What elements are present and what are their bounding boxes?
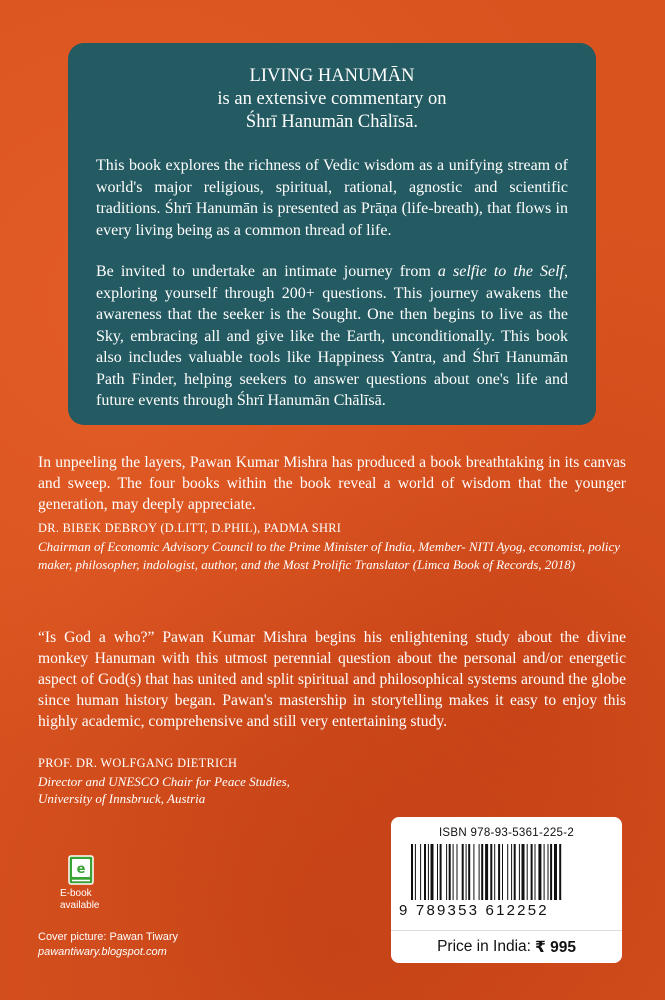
svg-text:e: e (76, 862, 86, 877)
isbn-text: ISBN 978-93-5361-225-2 (438, 827, 575, 839)
para2-italic-text: a selfie to the Self (437, 263, 565, 280)
book-title: LIVING HANUMĀN (249, 66, 415, 86)
review-2-quote: “Is God a who?” Pawan Kumar Mishra begins his enlightening study about the divine monkey Hanuman with this utmost perennial question about the personal and/or energetic aspect of God(s) that has united and split spiritual and philosophical systems around the globe since human history began. Pawan's mastership in storytelling makes it easy to enjoy this highly academic, comprehensive and still very entertaining study. (38, 629, 626, 730)
price-amount: ₹ 995 (534, 938, 576, 956)
barcode-digits: 9 789353 612252 (399, 902, 549, 919)
price-label: Price in India: (437, 938, 531, 955)
description-paragraph-2 (96, 261, 568, 412)
review-2-role-line2: University of Innsbruck, Austria (38, 791, 206, 806)
price-box (391, 930, 622, 963)
para2-text-a: Be invited to undertake an intimate journey from (96, 263, 438, 280)
review-2-author: PROF. DR. WOLFGANG DIETRICH (38, 756, 238, 770)
ebook-label (60, 888, 120, 912)
panel-heading (96, 65, 568, 134)
review-2-role-line1: Director and UNESCO Chair for Peace Studies, (38, 774, 290, 789)
book-subtitle-line1: is an extensive commentary on (217, 89, 447, 109)
barcode-icon (411, 844, 601, 906)
para2-text-b: , exploring yourself through 200+ questions. This journey awakens the awareness that the seeker is the Sought. One then begins to live as the Sky, embracing all and give like the Earth, unconditionally. This book also includes valuable tools like Happiness Yantra, and Śhrī Hanumān Path Finder, helping seekers to answer questions about one's life and future events through Śhrī Hanumān Chālīsā. (96, 263, 569, 409)
cover-credit-line: Cover picture: Pawan Tiwary (38, 931, 178, 943)
ebook-label-line1: E-book (60, 888, 92, 899)
review-1-quote: In unpeeling the layers, Pawan Kumar Mishra has produced a book breathtaking in its canvas and sweep. The four books within the book reveal a world of wisdom that the younger generation, may deeply appreciate. (38, 454, 626, 513)
ebook-icon (68, 855, 94, 890)
description-paragraph-1: This book explores the richness of Vedic wisdom as a unifying stream of world's major religious, spiritual, rational, agnostic and scientific traditions. Śhrī Hanumān is presented as Prāṇa (life-breath), that flows in every living being as a common thread of life. (96, 157, 568, 239)
review-1-role: Chairman of Economic Advisory Council to the Prime Minister of India, Member- NITI Ayog, economist, policy maker, philosopher, indologist, author, and the Most Prolific Translator (Limca Book of Records, 2018) (38, 539, 621, 572)
description-panel (68, 43, 596, 425)
review-1-author: DR. BIBEK DEBROY (D.LITT, D.PHIL), PADMA SHRI (38, 521, 342, 535)
cover-credit-url: pawantiwary.blogspot.com (38, 946, 167, 958)
cover-credit (38, 930, 178, 960)
book-subtitle-line2: Śhrī Hanumān Chālīsā. (245, 112, 419, 132)
ebook-label-line2: available (60, 900, 100, 911)
